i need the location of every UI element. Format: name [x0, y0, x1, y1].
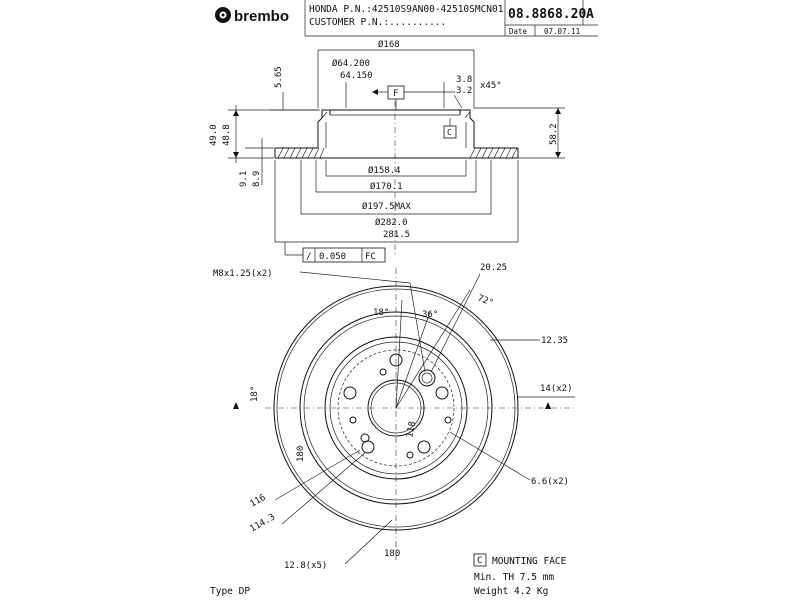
date-value: 07.07.11 [544, 27, 581, 36]
dim-d170-1: Ø170.1 [370, 182, 403, 192]
disc-section-view [209, 39, 565, 262]
dim-116: 116 [248, 492, 268, 510]
dim-h9-1: 9.1 [239, 170, 249, 187]
revision-letter: A [586, 7, 594, 22]
dim-20-25: 20.25 [480, 263, 508, 273]
datum-f-label: F [393, 89, 399, 99]
mounting-face-note: MOUNTING FACE [492, 556, 567, 567]
dim-chamfer-angle: x45° [480, 81, 502, 91]
dim-d158-4: Ø158.4 [368, 166, 401, 176]
thread-spec: M8x1.25(x2) [213, 269, 273, 279]
date-label: Date [509, 27, 528, 36]
dim-118: 118 [405, 420, 419, 439]
disc-front-view [213, 263, 575, 571]
part-number: 08.8868.20 [508, 7, 587, 22]
friction-ring-left-hatch [278, 148, 324, 158]
dim-12-35: 12.35 [541, 336, 569, 346]
dim-6-6: 6.6(x2) [531, 477, 569, 487]
dim-h49-0: 49.0 [209, 124, 219, 146]
friction-ring-right-hatch [470, 148, 517, 158]
dim-h58-2: 58.2 [549, 123, 559, 145]
dim-14: 14(x2) [540, 384, 573, 394]
customer-part-number: CUSTOMER P.N.:.......... [309, 17, 447, 28]
threaded-holes [350, 369, 451, 458]
angle-36: 36° [422, 310, 439, 320]
dim-h48-8: 48.8 [222, 124, 232, 146]
angle-72: 72° [475, 293, 495, 309]
runout-value: 0.050 [319, 252, 347, 262]
datum-c-label: C [447, 128, 452, 137]
dim-d64-150: 64.150 [340, 71, 373, 81]
dim-d64-200: Ø64.200 [332, 59, 370, 69]
dim-12-8: 12.8(x5) [284, 561, 328, 571]
notes-block [210, 554, 567, 597]
brembo-logo [215, 7, 289, 25]
runout-reference: FC [365, 252, 376, 262]
dim-114-3: 114.3 [248, 512, 277, 535]
dim-chamfer-a: 3.8 [456, 75, 473, 85]
angle-18: 18° [373, 308, 390, 318]
dim-d197-5: Ø197.5MAX [362, 202, 411, 212]
notes-datum-c: C [477, 556, 483, 566]
angle-180-a: 180 [296, 445, 306, 462]
runout-tolerance-frame [285, 242, 385, 262]
runout-symbol: / [306, 252, 312, 262]
dim-chamfer-b: 3.2 [456, 86, 473, 96]
dim-h5-65: 5.65 [274, 66, 284, 88]
dim-d168: Ø168 [378, 40, 400, 50]
dim-d281-5: 281.5 [383, 230, 411, 240]
weight-note: Weight 4.2 Kg [474, 586, 549, 597]
dim-h8-9: 8.9 [252, 170, 262, 187]
dim-d282-0: Ø282.0 [375, 218, 408, 228]
brand-name: brembo [234, 8, 290, 25]
oem-part-number: HONDA P.N.:42510S9AN00-42510SMCN01 [309, 4, 504, 15]
angle-180-b: 180 [384, 549, 401, 559]
angle-18-left: 18° [250, 385, 260, 402]
type-note: Type DP [210, 586, 251, 597]
min-thickness-note: Min. TH 7.5 mm [474, 572, 555, 583]
